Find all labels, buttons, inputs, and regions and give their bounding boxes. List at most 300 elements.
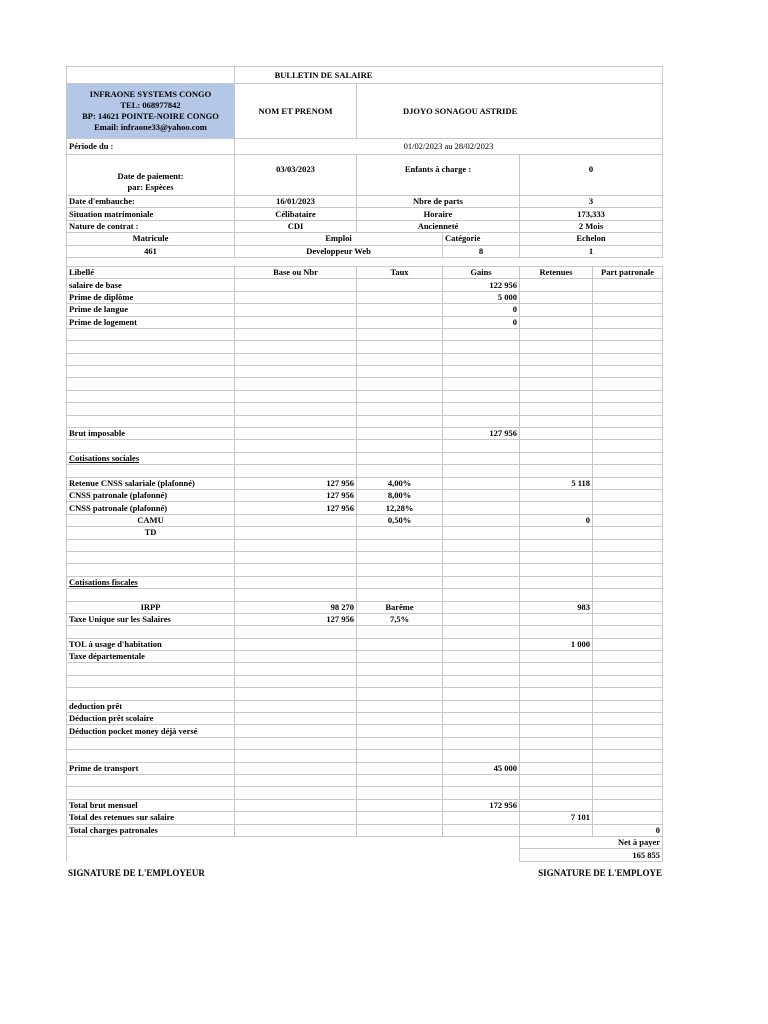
line-base [235, 378, 357, 390]
line-taux [357, 651, 443, 663]
line-label: CNSS patronale (plafonné) [67, 502, 235, 514]
line-taux: 0,50% [357, 514, 443, 526]
line-label [67, 341, 235, 353]
line-label [67, 688, 235, 700]
line-taux [357, 390, 443, 402]
line-retenues [520, 428, 593, 440]
line-taux [357, 341, 443, 353]
line-label: CAMU [67, 514, 235, 526]
categorie-label: Catégorie [443, 233, 520, 245]
line-patronale [593, 601, 663, 613]
table-row [67, 390, 663, 402]
line-retenues [520, 440, 593, 452]
line-retenues [520, 688, 593, 700]
table-row [67, 539, 663, 551]
line-retenues [520, 316, 593, 328]
line-gains: 172 956 [443, 799, 520, 811]
column-taux: Taux [357, 266, 443, 278]
line-patronale [593, 279, 663, 291]
line-patronale [593, 663, 663, 675]
line-label: Taxe départementale [67, 651, 235, 663]
line-taux [357, 799, 443, 811]
info-value: CDI [235, 220, 357, 232]
payslip-title: BULLETIN DE SALAIRE [235, 67, 663, 84]
echelon-label: Echelon [520, 233, 663, 245]
line-retenues [520, 774, 593, 786]
line-retenues [520, 589, 593, 601]
line-patronale [593, 539, 663, 551]
info-row [67, 208, 663, 220]
table-row [67, 564, 663, 576]
table-row [67, 366, 663, 378]
line-patronale [593, 812, 663, 824]
line-patronale [593, 725, 663, 737]
table-row [67, 527, 663, 539]
line-base [235, 279, 357, 291]
line-base: 127 956 [235, 477, 357, 489]
line-label: Total brut mensuel [67, 799, 235, 811]
line-patronale: 0 [593, 824, 663, 836]
line-base [235, 353, 357, 365]
line-label: Déduction pocket money déjà versé [67, 725, 235, 737]
line-patronale [593, 576, 663, 588]
line-label [67, 675, 235, 687]
line-taux [357, 638, 443, 650]
line-patronale [593, 787, 663, 799]
line-label: Déduction prêt scolaire [67, 713, 235, 725]
payment-label [67, 155, 235, 196]
line-base [235, 774, 357, 786]
line-gains [443, 366, 520, 378]
table-row [67, 452, 663, 464]
table-row [67, 576, 663, 588]
line-patronale [593, 613, 663, 625]
line-label [67, 353, 235, 365]
line-gains [443, 737, 520, 749]
table-row [67, 750, 663, 762]
line-patronale [593, 440, 663, 452]
line-taux [357, 688, 443, 700]
table-row [67, 378, 663, 390]
line-taux [357, 415, 443, 427]
line-base [235, 452, 357, 464]
line-taux [357, 452, 443, 464]
line-label: TD [67, 527, 235, 539]
info-value-2: 173,333 [520, 208, 663, 220]
line-taux [357, 737, 443, 749]
line-taux [357, 700, 443, 712]
line-retenues [520, 651, 593, 663]
line-taux [357, 589, 443, 601]
payslip [66, 66, 662, 862]
table-row [67, 626, 663, 638]
payment-label-line1: Date de paiement: [117, 171, 184, 181]
line-patronale [593, 762, 663, 774]
table-row [67, 799, 663, 811]
info-label: Nature de contrat : [67, 220, 235, 232]
line-label: deduction prêt [67, 700, 235, 712]
line-retenues [520, 304, 593, 316]
line-patronale [593, 551, 663, 563]
table-row [67, 812, 663, 824]
table-row [67, 514, 663, 526]
line-patronale [593, 527, 663, 539]
line-label [67, 539, 235, 551]
line-base [235, 304, 357, 316]
line-label [67, 551, 235, 563]
line-taux [357, 539, 443, 551]
line-gains [443, 403, 520, 415]
line-taux [357, 787, 443, 799]
line-base [235, 589, 357, 601]
line-retenues [520, 378, 593, 390]
line-label [67, 390, 235, 402]
payslip-table [66, 66, 663, 862]
payment-date: 03/03/2023 [235, 155, 357, 196]
line-taux [357, 527, 443, 539]
line-retenues [520, 725, 593, 737]
line-gains [443, 725, 520, 737]
line-patronale [593, 737, 663, 749]
line-taux [357, 576, 443, 588]
line-base [235, 638, 357, 650]
line-taux: 8,00% [357, 489, 443, 501]
line-taux [357, 465, 443, 477]
line-retenues [520, 539, 593, 551]
line-taux: 7,5% [357, 613, 443, 625]
net-value: 165 855 [520, 849, 663, 861]
line-patronale [593, 316, 663, 328]
line-retenues [520, 341, 593, 353]
table-row [67, 489, 663, 501]
children-label: Enfants à charge : [357, 155, 520, 196]
line-retenues [520, 713, 593, 725]
line-gains [443, 378, 520, 390]
line-base [235, 651, 357, 663]
line-base [235, 787, 357, 799]
line-label: Cotisations sociales [67, 452, 235, 464]
line-label [67, 328, 235, 340]
matricule-value: 461 [67, 245, 235, 257]
line-taux [357, 762, 443, 774]
table-row [67, 328, 663, 340]
table-row [67, 502, 663, 514]
line-base [235, 564, 357, 576]
line-taux [357, 304, 443, 316]
table-row [67, 279, 663, 291]
line-gains [443, 812, 520, 824]
line-patronale [593, 341, 663, 353]
line-gains [443, 638, 520, 650]
job-value-row [67, 245, 663, 257]
line-base [235, 626, 357, 638]
info-label: Date d'embauche: [67, 196, 235, 208]
line-label: CNSS patronale (plafonné) [67, 489, 235, 501]
table-row [67, 713, 663, 725]
period-label: Période du : [67, 139, 235, 155]
matricule-label: Matricule [67, 233, 235, 245]
line-patronale [593, 638, 663, 650]
line-label: Prime de langue [67, 304, 235, 316]
line-patronale [593, 502, 663, 514]
line-retenues: 1 000 [520, 638, 593, 650]
table-row [67, 403, 663, 415]
line-base: 127 956 [235, 489, 357, 501]
line-retenues [520, 737, 593, 749]
line-base [235, 663, 357, 675]
line-taux [357, 564, 443, 576]
line-retenues [520, 279, 593, 291]
line-retenues [520, 465, 593, 477]
line-patronale [593, 774, 663, 786]
line-gains [443, 651, 520, 663]
line-gains [443, 477, 520, 489]
table-row [67, 613, 663, 625]
line-gains [443, 824, 520, 836]
line-base [235, 725, 357, 737]
line-base [235, 737, 357, 749]
line-gains [443, 564, 520, 576]
header-blank-left [67, 67, 235, 84]
table-row [67, 663, 663, 675]
line-taux [357, 675, 443, 687]
line-patronale [593, 353, 663, 365]
line-gains: 45 000 [443, 762, 520, 774]
table-row [67, 700, 663, 712]
column-gains: Gains [443, 266, 520, 278]
line-patronale [593, 713, 663, 725]
line-taux [357, 366, 443, 378]
line-label [67, 663, 235, 675]
line-taux: 12,28% [357, 502, 443, 514]
net-blank-2 [67, 849, 520, 861]
line-label: Taxe Unique sur les Salaires [67, 613, 235, 625]
line-retenues [520, 452, 593, 464]
line-label [67, 564, 235, 576]
line-retenues [520, 291, 593, 303]
line-retenues: 0 [520, 514, 593, 526]
line-base [235, 316, 357, 328]
line-taux: 4,00% [357, 477, 443, 489]
line-patronale [593, 465, 663, 477]
line-taux [357, 812, 443, 824]
table-row [67, 589, 663, 601]
line-taux [357, 291, 443, 303]
line-retenues [520, 787, 593, 799]
line-label: Prime de diplôme [67, 291, 235, 303]
line-retenues [520, 564, 593, 576]
line-label: salaire de base [67, 279, 235, 291]
line-base [235, 403, 357, 415]
line-gains [443, 613, 520, 625]
table-row [67, 737, 663, 749]
line-patronale [593, 514, 663, 526]
line-patronale [593, 390, 663, 402]
emploi-value: Developpeur Web [235, 245, 443, 257]
line-base [235, 700, 357, 712]
table-row [67, 291, 663, 303]
table-row [67, 787, 663, 799]
line-gains [443, 675, 520, 687]
table-row [67, 601, 663, 613]
line-taux [357, 316, 443, 328]
line-taux: Barême [357, 601, 443, 613]
line-gains [443, 415, 520, 427]
line-taux [357, 663, 443, 675]
line-label [67, 626, 235, 638]
line-retenues: 983 [520, 601, 593, 613]
line-patronale [593, 626, 663, 638]
line-gains [443, 787, 520, 799]
line-base [235, 390, 357, 402]
line-retenues: 7 101 [520, 812, 593, 824]
line-gains [443, 465, 520, 477]
table-row [67, 465, 663, 477]
line-retenues [520, 502, 593, 514]
info-label: Situation matrimoniale [67, 208, 235, 220]
line-gains [443, 626, 520, 638]
line-base [235, 465, 357, 477]
column-header-row [67, 266, 663, 278]
line-base [235, 762, 357, 774]
line-retenues [520, 576, 593, 588]
emploi-label: Emploi [235, 233, 443, 245]
info-label-2: Ancienneté [357, 220, 520, 232]
column-libelle: Libellé [67, 266, 235, 278]
line-gains [443, 551, 520, 563]
company-name: INFRAONE SYSTEMS CONGO [89, 89, 212, 99]
table-row [67, 551, 663, 563]
line-retenues [520, 403, 593, 415]
line-gains [443, 502, 520, 514]
line-patronale [593, 489, 663, 501]
line-label: Cotisations fiscales [67, 576, 235, 588]
line-gains [443, 353, 520, 365]
line-taux [357, 713, 443, 725]
line-gains [443, 539, 520, 551]
employee-name-label: NOM ET PRENOM [235, 84, 357, 139]
table-row [67, 304, 663, 316]
net-blank [67, 836, 520, 848]
line-gains: 5 000 [443, 291, 520, 303]
line-gains [443, 328, 520, 340]
table-row [67, 428, 663, 440]
line-gains [443, 700, 520, 712]
line-retenues [520, 799, 593, 811]
line-patronale [593, 688, 663, 700]
line-label: Prime de logement [67, 316, 235, 328]
line-gains [443, 440, 520, 452]
line-retenues [520, 527, 593, 539]
line-gains: 127 956 [443, 428, 520, 440]
line-patronale [593, 651, 663, 663]
info-row [67, 220, 663, 232]
line-base: 127 956 [235, 613, 357, 625]
net-value-row [67, 849, 663, 861]
line-gains [443, 750, 520, 762]
spacer-row [67, 257, 663, 266]
line-base [235, 341, 357, 353]
table-row [67, 477, 663, 489]
line-gains [443, 713, 520, 725]
line-base [235, 675, 357, 687]
line-patronale [593, 799, 663, 811]
line-label [67, 378, 235, 390]
line-patronale [593, 428, 663, 440]
line-retenues [520, 415, 593, 427]
table-row [67, 824, 663, 836]
line-gains [443, 341, 520, 353]
line-patronale [593, 750, 663, 762]
employee-name-value: DJOYO SONAGOU ASTRIDE [357, 84, 663, 139]
line-base [235, 415, 357, 427]
info-row [67, 196, 663, 208]
line-base [235, 688, 357, 700]
line-label [67, 774, 235, 786]
line-patronale [593, 564, 663, 576]
line-gains [443, 489, 520, 501]
line-label: Prime de transport [67, 762, 235, 774]
line-retenues [520, 353, 593, 365]
net-label: Net à payer [520, 836, 663, 848]
line-retenues [520, 613, 593, 625]
line-label [67, 415, 235, 427]
line-label [67, 737, 235, 749]
line-taux [357, 551, 443, 563]
line-retenues [520, 489, 593, 501]
children-value: 0 [520, 155, 663, 196]
info-label-2: Nbre de parts [357, 196, 520, 208]
line-taux [357, 353, 443, 365]
line-gains [443, 589, 520, 601]
line-retenues: 5 118 [520, 477, 593, 489]
line-base [235, 576, 357, 588]
net-label-row [67, 836, 663, 848]
employee-signature: SIGNATURE DE L'EMPLOYE [538, 868, 662, 878]
table-row [67, 415, 663, 427]
table-row [67, 316, 663, 328]
categorie-value: 8 [443, 245, 520, 257]
line-gains [443, 390, 520, 402]
line-taux [357, 626, 443, 638]
line-base [235, 328, 357, 340]
line-retenues [520, 824, 593, 836]
line-gains [443, 527, 520, 539]
line-patronale [593, 675, 663, 687]
line-label [67, 750, 235, 762]
line-retenues [520, 700, 593, 712]
line-retenues [520, 328, 593, 340]
table-row [67, 725, 663, 737]
line-label [67, 403, 235, 415]
table-row [67, 440, 663, 452]
line-base [235, 366, 357, 378]
line-gains [443, 576, 520, 588]
line-taux [357, 403, 443, 415]
line-patronale [593, 378, 663, 390]
line-base [235, 291, 357, 303]
line-label: Retenue CNSS salariale (plafonné) [67, 477, 235, 489]
line-retenues [520, 626, 593, 638]
line-patronale [593, 415, 663, 427]
period-value: 01/02/2023 au 28/02/2023 [235, 139, 663, 155]
table-row [67, 675, 663, 687]
line-base [235, 514, 357, 526]
line-retenues [520, 675, 593, 687]
line-taux [357, 774, 443, 786]
table-row [67, 353, 663, 365]
info-value-2: 2 Mois [520, 220, 663, 232]
